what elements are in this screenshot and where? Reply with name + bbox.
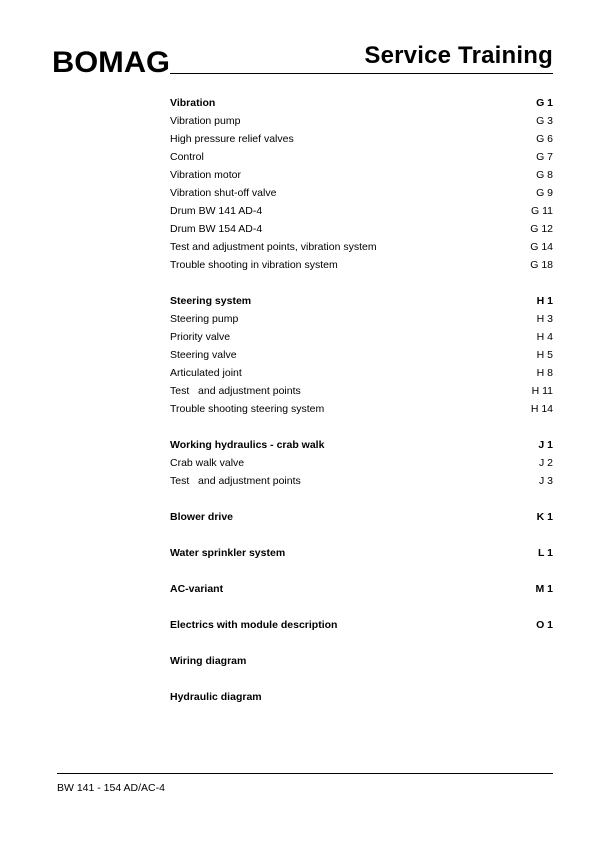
toc-entry-title: Articulated joint bbox=[170, 367, 242, 379]
toc-entry-row bbox=[170, 400, 553, 418]
toc-group-spacer bbox=[170, 274, 553, 292]
toc-section-page: H 1 bbox=[536, 295, 553, 307]
toc-group-spacer bbox=[170, 490, 553, 508]
toc-section-page: M 1 bbox=[535, 583, 553, 595]
page-header-title: Service Training bbox=[364, 42, 553, 69]
toc-section-row bbox=[170, 292, 553, 310]
toc-group-spacer bbox=[170, 526, 553, 544]
toc-group-spacer bbox=[170, 562, 553, 580]
toc-entry-row bbox=[170, 112, 553, 130]
bomag-logo-text: BOMAG bbox=[52, 46, 170, 76]
toc-entry-page: G 6 bbox=[536, 133, 553, 145]
toc-section-page: L 1 bbox=[538, 547, 553, 559]
toc-section-title: Vibration bbox=[170, 97, 216, 109]
toc-entry-page: G 14 bbox=[530, 241, 553, 253]
toc-entry-page: H 8 bbox=[536, 367, 553, 379]
toc-entry-row bbox=[170, 202, 553, 220]
toc-entry-row bbox=[170, 454, 553, 472]
toc-entry-row bbox=[170, 148, 553, 166]
toc-entry-title: Drum BW 154 AD-4 bbox=[170, 223, 263, 235]
toc-entry-row bbox=[170, 256, 553, 274]
toc-entry-page: H 14 bbox=[530, 403, 553, 415]
toc-entry-page: H 3 bbox=[536, 313, 553, 325]
toc-entry-title: Test and adjustment points, vibration system bbox=[170, 241, 377, 253]
toc-section-row bbox=[170, 580, 553, 598]
toc-entry-row bbox=[170, 238, 553, 256]
toc-entry-row bbox=[170, 166, 553, 184]
toc-entry-title: Vibration motor bbox=[170, 169, 242, 181]
toc-section-row bbox=[170, 652, 553, 670]
toc-section-title: Steering system bbox=[170, 295, 252, 307]
toc-entry-title: Crab walk valve bbox=[170, 457, 245, 469]
toc-entry-title: Drum BW 141 AD-4 bbox=[170, 205, 263, 217]
toc-entry-row bbox=[170, 382, 553, 400]
toc-entry-page: J 3 bbox=[538, 475, 553, 487]
toc-entry-page: G 3 bbox=[536, 115, 553, 127]
toc-entry-title: Steering valve bbox=[170, 349, 237, 361]
toc-entry-page: G 11 bbox=[531, 205, 553, 217]
toc-entry-row bbox=[170, 328, 553, 346]
toc-group-spacer bbox=[170, 634, 553, 652]
toc-section-page: G 1 bbox=[536, 97, 553, 109]
toc-entry-page: H 4 bbox=[536, 331, 553, 343]
toc-entry-page: G 7 bbox=[536, 151, 553, 163]
toc-section-title: Hydraulic diagram bbox=[170, 691, 262, 703]
toc-group-spacer bbox=[170, 418, 553, 436]
toc-entry-title: Steering pump bbox=[170, 313, 239, 325]
toc-entry-row bbox=[170, 472, 553, 490]
toc-entry-row bbox=[170, 130, 553, 148]
toc-section-row bbox=[170, 94, 553, 112]
toc-group-spacer bbox=[170, 598, 553, 616]
footer-model-label: BW 141 - 154 AD/AC-4 bbox=[57, 782, 165, 794]
toc-entry-row bbox=[170, 346, 553, 364]
toc-entry-title: Trouble shooting in vibration system bbox=[170, 259, 338, 271]
toc-section-title: Blower drive bbox=[170, 511, 234, 523]
toc-section-title: Wiring diagram bbox=[170, 655, 247, 667]
toc-section-title: Water sprinkler system bbox=[170, 547, 286, 559]
toc-section-row bbox=[170, 688, 553, 706]
toc-entry-row bbox=[170, 310, 553, 328]
toc-entry-title: Priority valve bbox=[170, 331, 231, 343]
toc-entry-page: H 11 bbox=[531, 385, 553, 397]
toc-section-page: K 1 bbox=[536, 511, 553, 523]
toc-entry-row bbox=[170, 184, 553, 202]
toc-section-row bbox=[170, 436, 553, 454]
toc-entry-title: Test and adjustment points bbox=[170, 475, 301, 487]
toc-entry-title: Vibration pump bbox=[170, 115, 241, 127]
toc-section-row bbox=[170, 616, 553, 634]
toc-section-title: AC-variant bbox=[170, 583, 224, 595]
toc-section-row bbox=[170, 508, 553, 526]
toc-group-spacer bbox=[170, 670, 553, 688]
toc-section-title: Electrics with module description bbox=[170, 619, 338, 631]
toc-entry-page: J 2 bbox=[538, 457, 553, 469]
header-divider bbox=[170, 73, 553, 74]
toc-section-title: Working hydraulics - crab walk bbox=[170, 439, 325, 451]
toc-entry-title: Test and adjustment points bbox=[170, 385, 301, 397]
toc-entry-title: Trouble shooting steering system bbox=[170, 403, 325, 415]
toc-entry-title: Vibration shut-off valve bbox=[170, 187, 277, 199]
toc-entry-row bbox=[170, 364, 553, 382]
toc-entry-page: G 18 bbox=[530, 259, 553, 271]
toc-section-page: O 1 bbox=[536, 619, 553, 631]
toc-entry-page: G 8 bbox=[536, 169, 553, 181]
toc-entry-page: G 9 bbox=[536, 187, 553, 199]
bomag-logo bbox=[52, 46, 172, 76]
toc-entry-row bbox=[170, 220, 553, 238]
toc-section-page: J 1 bbox=[538, 439, 553, 451]
table-of-contents bbox=[170, 94, 553, 706]
toc-entry-title: Control bbox=[170, 151, 204, 163]
toc-entry-title: High pressure relief valves bbox=[170, 133, 294, 145]
toc-section-row bbox=[170, 544, 553, 562]
toc-entry-page: G 12 bbox=[530, 223, 553, 235]
footer-divider bbox=[57, 773, 553, 774]
toc-entry-page: H 5 bbox=[536, 349, 553, 361]
